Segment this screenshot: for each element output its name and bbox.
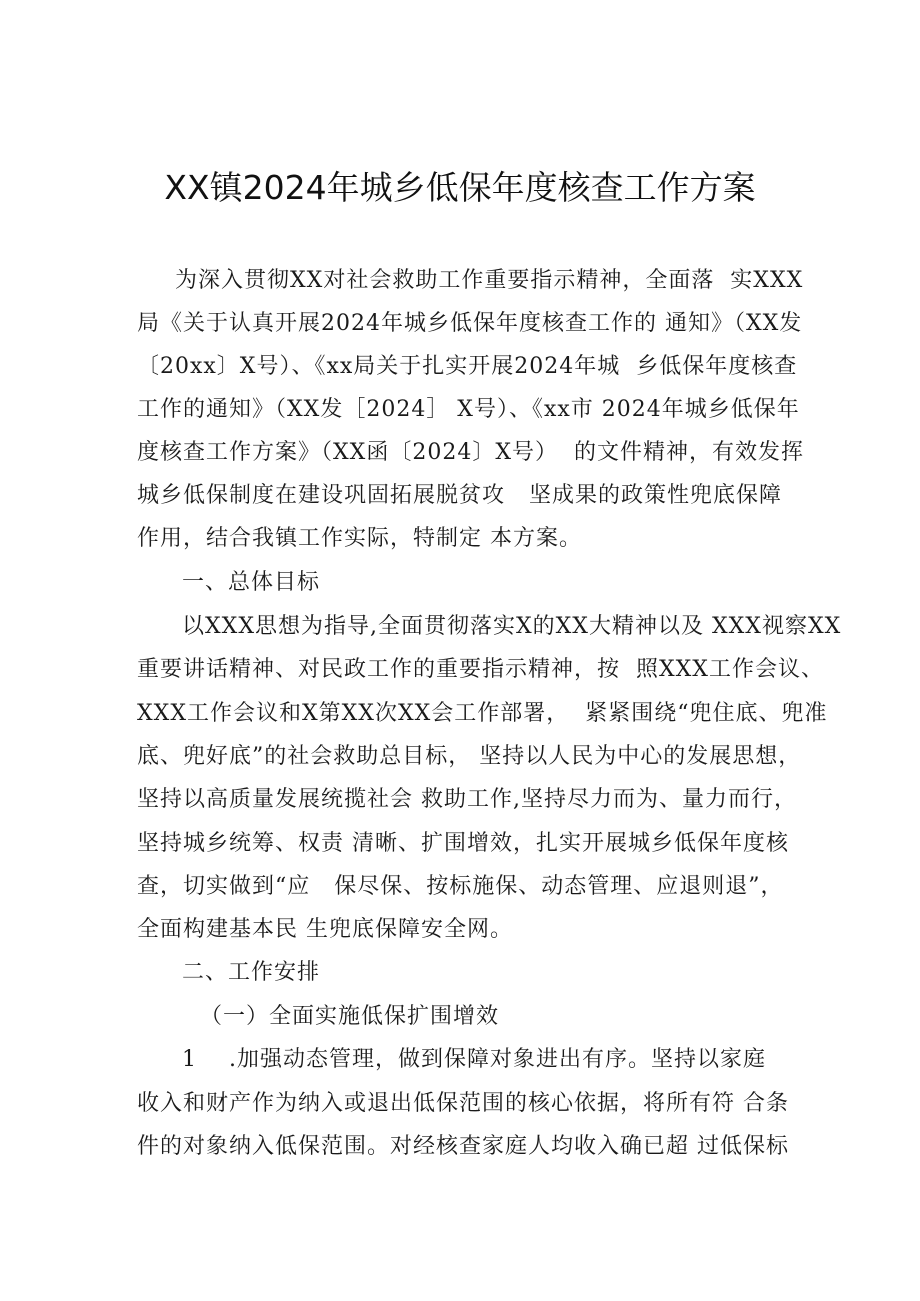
section-heading-2: 二、工作安排 (182, 960, 321, 985)
section1-line-4: 底、兜好底”的社会救助总目标， 坚持以人民为中心的发展思想， (137, 744, 802, 769)
intro-line-4: 工作的通知》（XX发［2024］ X号）、《xx市 2024年城乡低保年 (137, 397, 800, 422)
document-title: XX镇2024年城乡低保年度核查工作方案 (164, 168, 756, 207)
intro-line-1: 为深入贯彻XX对社会救助工作重要指示精神，全面落 实XXX (175, 268, 804, 293)
section1-line-5: 坚持以高质量发展统揽社会 救助工作,坚持尽力而为、量力而行， (137, 787, 797, 812)
section1-line-8: 全面构建基本民 生兜底保障安全网。 (137, 917, 513, 942)
intro-line-2: 局《关于认真开展2024年城乡低保年度核查工作的 通知》（XX发 (137, 311, 803, 336)
section1-line-1: 以XXX思想为指导,全面贯彻落实X的XX大精神以及 XXX视察XX (182, 614, 842, 639)
section1-line-7: 查，切实做到“应 保尽保、按标施保、动态管理、应退则退”， (137, 874, 784, 899)
section1-line-3: XXX工作会议和X第XX次XX会工作部署， 紧紧围绕“兜住底、兜准 (137, 701, 828, 726)
section-heading-1: 一、总体目标 (182, 570, 321, 595)
section1-line-2: 重要讲话精神、对民政工作的重要指示精神，按 照XXX工作会议、 (137, 657, 824, 682)
intro-line-7: 作用，结合我镇工作实际，特制定 本方案。 (137, 526, 582, 551)
intro-line-5: 度核查工作方案》（XX函〔2024〕X号） 的文件精神，有效发挥 (137, 440, 804, 465)
item1-line-2: 收入和财产作为纳入或退出低保范围的核心依据，将所有符 合条 (137, 1091, 789, 1116)
item1-line-1: 1 .加强动态管理，做到保障对象进出有序。坚持以家庭 (182, 1047, 766, 1072)
intro-line-6: 城乡低保制度在建设巩固拓展脱贫攻 坚成果的政策性兜底保障 (137, 483, 782, 508)
section1-line-6: 坚持城乡统筹、权责 清晰、扩围增效，扎实开展城乡低保年度核 (137, 831, 789, 856)
subsection-heading-1: （一）全面实施低保扩围增效 (200, 1004, 500, 1029)
item1-line-3: 件的对象纳入低保范围。对经核查家庭人均收入确已超 过低保标 (137, 1134, 789, 1159)
intro-line-3: 〔20xx〕X号）、《xx局关于扎实开展2024年城 乡低保年度核查 (137, 354, 798, 379)
